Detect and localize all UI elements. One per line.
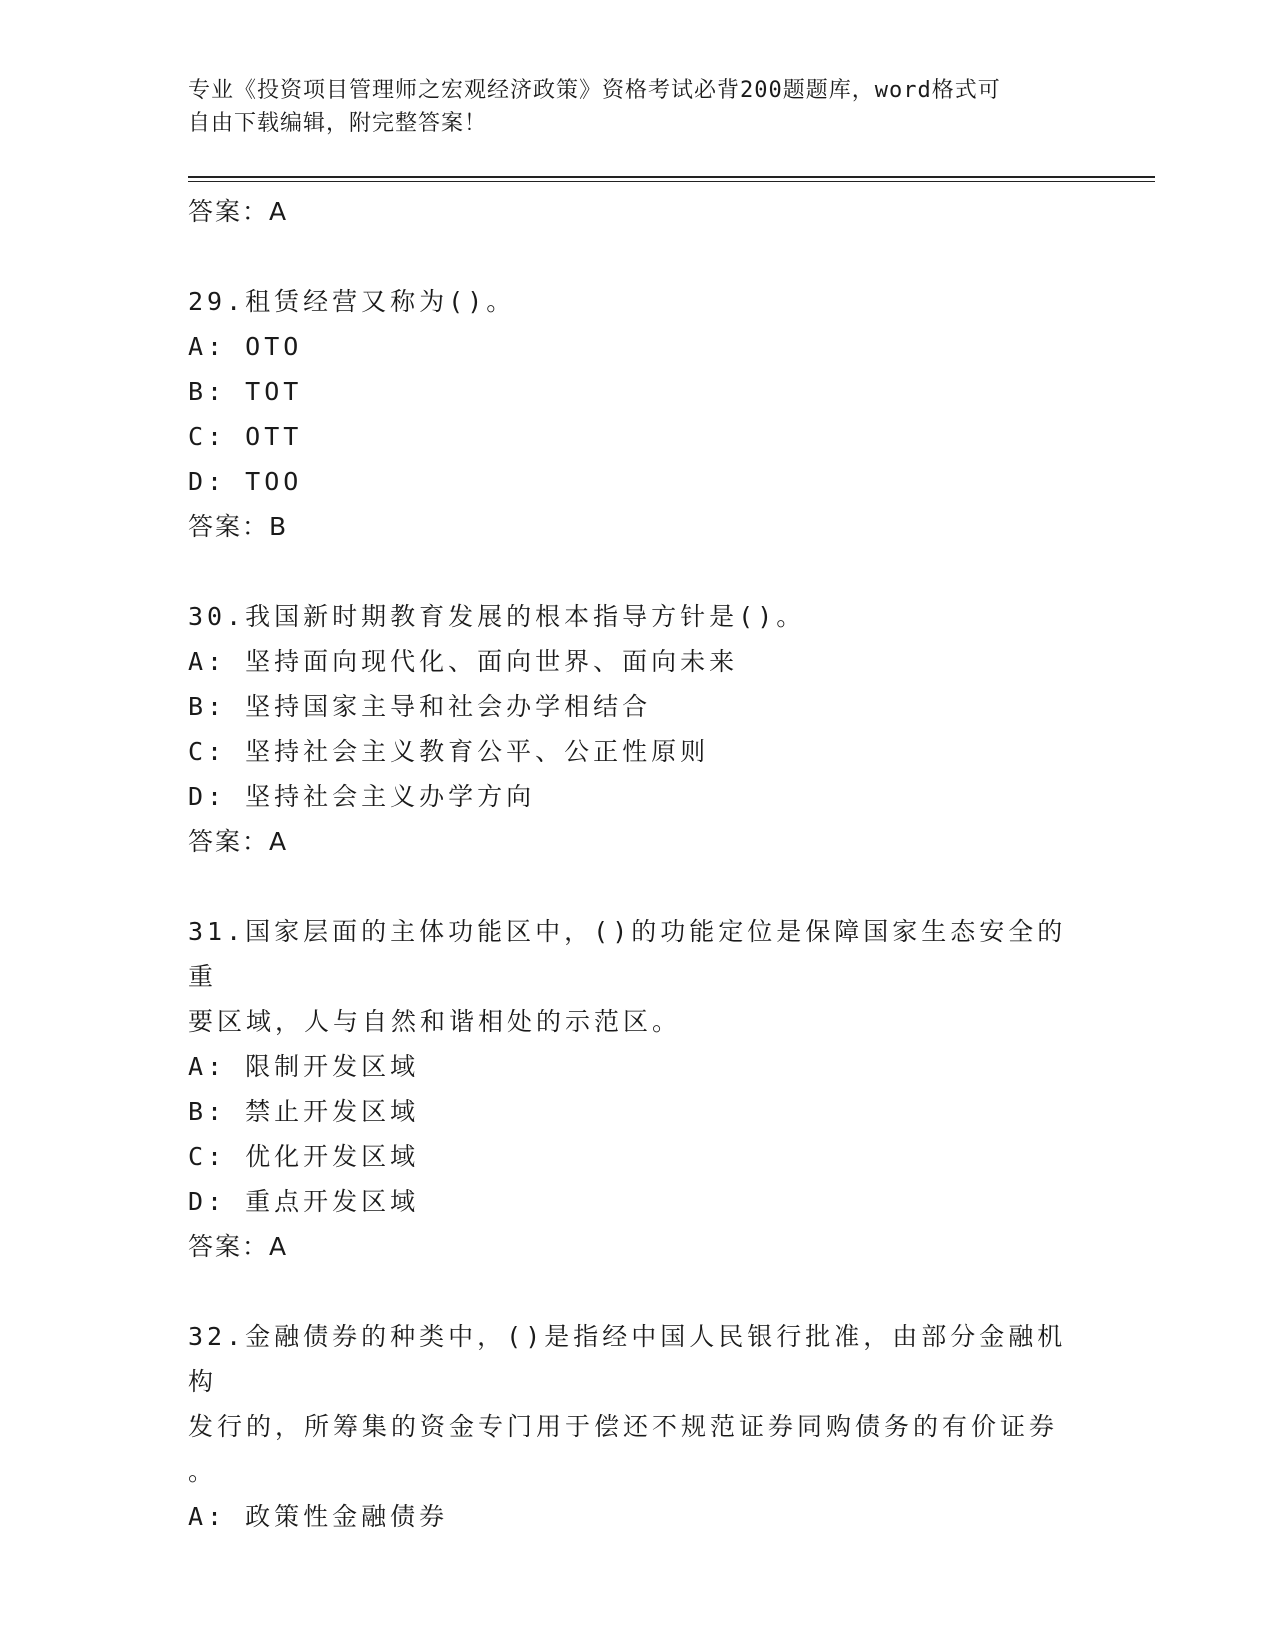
option-a: A: 限制开发区域	[188, 1052, 420, 1081]
question-text: 29.租赁经营又称为()。	[188, 287, 516, 316]
question-32	[188, 1314, 1088, 1539]
header-line-1: 专业《投资项目管理师之宏观经济政策》资格考试必背200题题库，word格式可	[188, 78, 1001, 103]
option-a: A: OTO	[188, 332, 303, 361]
option-b: B: TOT	[188, 377, 303, 406]
option-b: B: 坚持国家主导和社会办学相结合	[188, 692, 652, 721]
question-text-line-2: 发行的，所筹集的资金专门用于偿还不规范证券同购债务的有价证券	[188, 1412, 1059, 1441]
question-text-line-1: 31.国家层面的主体功能区中，()的功能定位是保障国家生态安全的重	[188, 917, 1067, 991]
answer: 答案：B	[188, 512, 289, 541]
answer: 答案：A	[188, 1232, 289, 1261]
option-c: C: 坚持社会主义教育公平、公正性原则	[188, 737, 710, 766]
header-divider-thin	[188, 181, 1155, 182]
question-29	[188, 279, 1088, 549]
option-b: B: 禁止开发区域	[188, 1097, 420, 1126]
previous-answer: 答案：A	[188, 197, 289, 226]
option-d: D: 坚持社会主义办学方向	[188, 782, 536, 811]
option-a: A: 坚持面向现代化、面向世界、面向未来	[188, 647, 739, 676]
option-d: D: TOO	[188, 467, 303, 496]
option-d: D: 重点开发区域	[188, 1187, 420, 1216]
question-30	[188, 594, 1088, 864]
question-list	[188, 189, 1088, 1539]
answer: 答案：A	[188, 827, 289, 856]
option-c: C: 优化开发区域	[188, 1142, 420, 1171]
option-a: A: 政策性金融债券	[188, 1502, 449, 1531]
question-text-line-1: 32.金融债券的种类中，()是指经中国人民银行批准，由部分金融机构	[188, 1322, 1067, 1396]
document-header	[188, 74, 1088, 140]
question-text-line-2: 要区域，人与自然和谐相处的示范区。	[188, 1007, 682, 1036]
question-31	[188, 909, 1088, 1269]
header-line-2: 自由下载编辑，附完整答案！	[188, 111, 488, 136]
question-text: 30.我国新时期教育发展的根本指导方针是()。	[188, 602, 806, 631]
question-text-line-3: 。	[188, 1457, 218, 1486]
header-divider-thick	[188, 176, 1155, 178]
option-c: C: OTT	[188, 422, 303, 451]
